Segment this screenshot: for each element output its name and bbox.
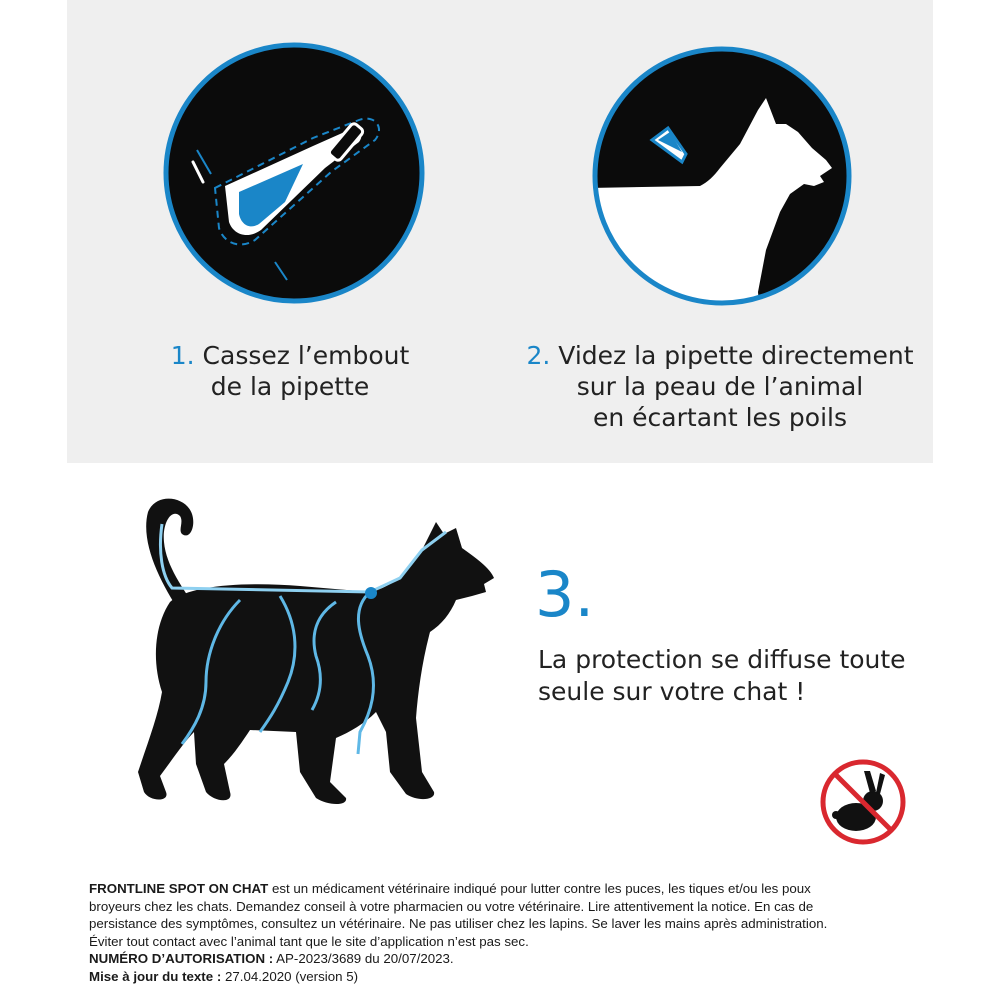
legal-line4: Éviter tout contact avec l’animal tant que le site d’application n’est pas sec. bbox=[89, 933, 529, 949]
step1-instruction bbox=[150, 340, 430, 402]
step3-number: 3. bbox=[535, 558, 595, 631]
auth-label: NUMÉRO D’AUTORISATION : bbox=[89, 951, 274, 966]
step2-number: 2. bbox=[526, 341, 551, 370]
step2-instruction bbox=[505, 340, 935, 433]
update-value: 27.04.2020 (version 5) bbox=[221, 968, 359, 984]
step1-line2: de la pipette bbox=[210, 372, 370, 401]
step3-instruction bbox=[538, 644, 938, 708]
no-rabbit-icon bbox=[818, 757, 908, 847]
cat-head-pipette-icon bbox=[590, 44, 854, 308]
legal-line2: broyeurs chez les chats. Demandez conseil à votre pharmacien ou votre vétérinaire. Lire attentivement la notice. En cas de bbox=[89, 898, 814, 914]
legal-line3: persistance des symptômes, consultez un vétérinaire. Ne pas utiliser chez les lapins. Se laver les mains après administration. bbox=[89, 916, 828, 931]
step3-line2: seule sur votre chat ! bbox=[538, 677, 806, 706]
legal-notice bbox=[89, 880, 919, 985]
legal-line1: est un médicament vétérinaire indiqué pour lutter contre les puces, les tiques et/ou les poux bbox=[268, 881, 811, 896]
step3-line1: La protection se diffuse toute bbox=[538, 645, 906, 674]
step2-line3: en écartant les poils bbox=[593, 403, 847, 432]
step2-line2: sur la peau de l’animal bbox=[576, 372, 864, 401]
step1-number: 1. bbox=[170, 341, 195, 370]
cat-diffusion-illustration bbox=[100, 492, 500, 822]
update-label: Mise à jour du texte : bbox=[89, 968, 222, 984]
legal-brand: FRONTLINE SPOT ON CHAT bbox=[89, 881, 269, 896]
step2-line1: Videz la pipette directement bbox=[558, 341, 914, 370]
auth-value: AP-2023/3689 du 20/07/2023. bbox=[273, 951, 454, 966]
pipette-break-icon bbox=[163, 42, 425, 304]
step1-line1: Cassez l’embout bbox=[202, 341, 410, 370]
